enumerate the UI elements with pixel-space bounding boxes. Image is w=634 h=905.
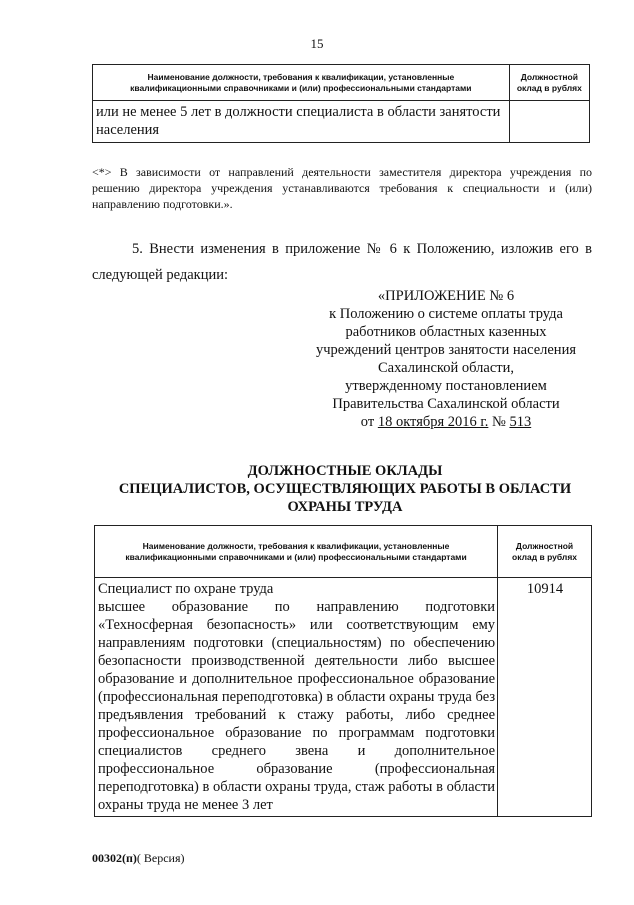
appendix-line-7: Правительства Сахалинской области <box>332 396 560 412</box>
appendix-number-sign: № <box>491 414 506 430</box>
item-5-paragraph <box>92 236 592 288</box>
appendix-line-2: к Положению о системе оплаты труда <box>329 306 563 322</box>
top-table <box>92 64 590 143</box>
appendix-line-3: работников областных казенных <box>345 324 547 340</box>
appendix-line-5: Сахалинской области, <box>378 360 514 376</box>
footnote: <*> В зависимости от направлений деятельности заместителя директора учреждения по решению директора учреждения устанавливаются требования к специальности и (или) направлению подготовки.». <box>92 165 592 211</box>
top-table-header-name: Наименование должности, требования к квалификации, установленные квалификационными справочниками и (или) профессиональными стандартами <box>93 65 510 101</box>
appendix-line-8 <box>296 413 596 431</box>
position-requirements: высшее образование по направлению подготовки «Техносферная безопасность» или соответствующим ему направлениям подготовки (специальностям) по обеспечению безопасности производственной деятельности либо высшее образование и дополнительное профессиональное образование (профессиональная переподготовка) в области охраны труда без предъявления требований к стажу работы, либо среднее профессиональное образование по программам подготовки специалистов среднего звена и дополнительное профессиональное образование (профессиональная переподготовка) в области охраны труда, стаж работы в области охраны труда не менее 3 лет <box>98 599 496 813</box>
appendix-number: 513 <box>509 414 532 430</box>
salary-table <box>94 525 592 817</box>
title-line-2: СПЕЦИАЛИСТОВ, ОСУЩЕСТВЛЯЮЩИХ РАБОТЫ В ОБЛАСТИ <box>118 481 572 497</box>
salary-table-header-salary: Должностной оклад в рублях <box>498 526 592 578</box>
footer-version: ( Версия) <box>136 851 185 865</box>
appendix-block <box>296 287 596 431</box>
appendix-date: 18 октября 2016 г. <box>377 414 489 430</box>
appendix-line-6: утвержденному постановлением <box>345 378 547 394</box>
salary-table-row-description <box>95 578 498 817</box>
title-line-1: ДОЛЖНОСТНЫЕ ОКЛАДЫ <box>247 463 443 479</box>
position-title: Специалист по охране труда <box>98 581 274 597</box>
document-title <box>60 462 630 516</box>
top-table-row-salary <box>509 101 589 143</box>
top-table-row-text: или не менее 5 лет в должности специалиста в области занятости населения <box>93 101 510 143</box>
salary-table-header-name: Наименование должности, требования к квалификации, установленные квалификационными справочниками и (или) профессиональными стандартами <box>95 526 498 578</box>
appendix-from: от <box>360 414 375 430</box>
appendix-line-4: учреждений центров занятости населения <box>315 342 577 358</box>
item-5-text: 5. Внести изменения в приложение № 6 к Положению, изложив его в следующей редакции: <box>92 241 592 283</box>
footer <box>92 851 185 866</box>
page-number: 15 <box>310 36 324 51</box>
footer-code: 00302(п) <box>92 851 137 865</box>
top-table-header-salary: Должностной оклад в рублях <box>509 65 589 101</box>
salary-value: 10914 <box>498 578 592 817</box>
title-line-3: ОХРАНЫ ТРУДА <box>287 499 403 515</box>
appendix-line-1: «ПРИЛОЖЕНИЕ № 6 <box>377 288 515 304</box>
